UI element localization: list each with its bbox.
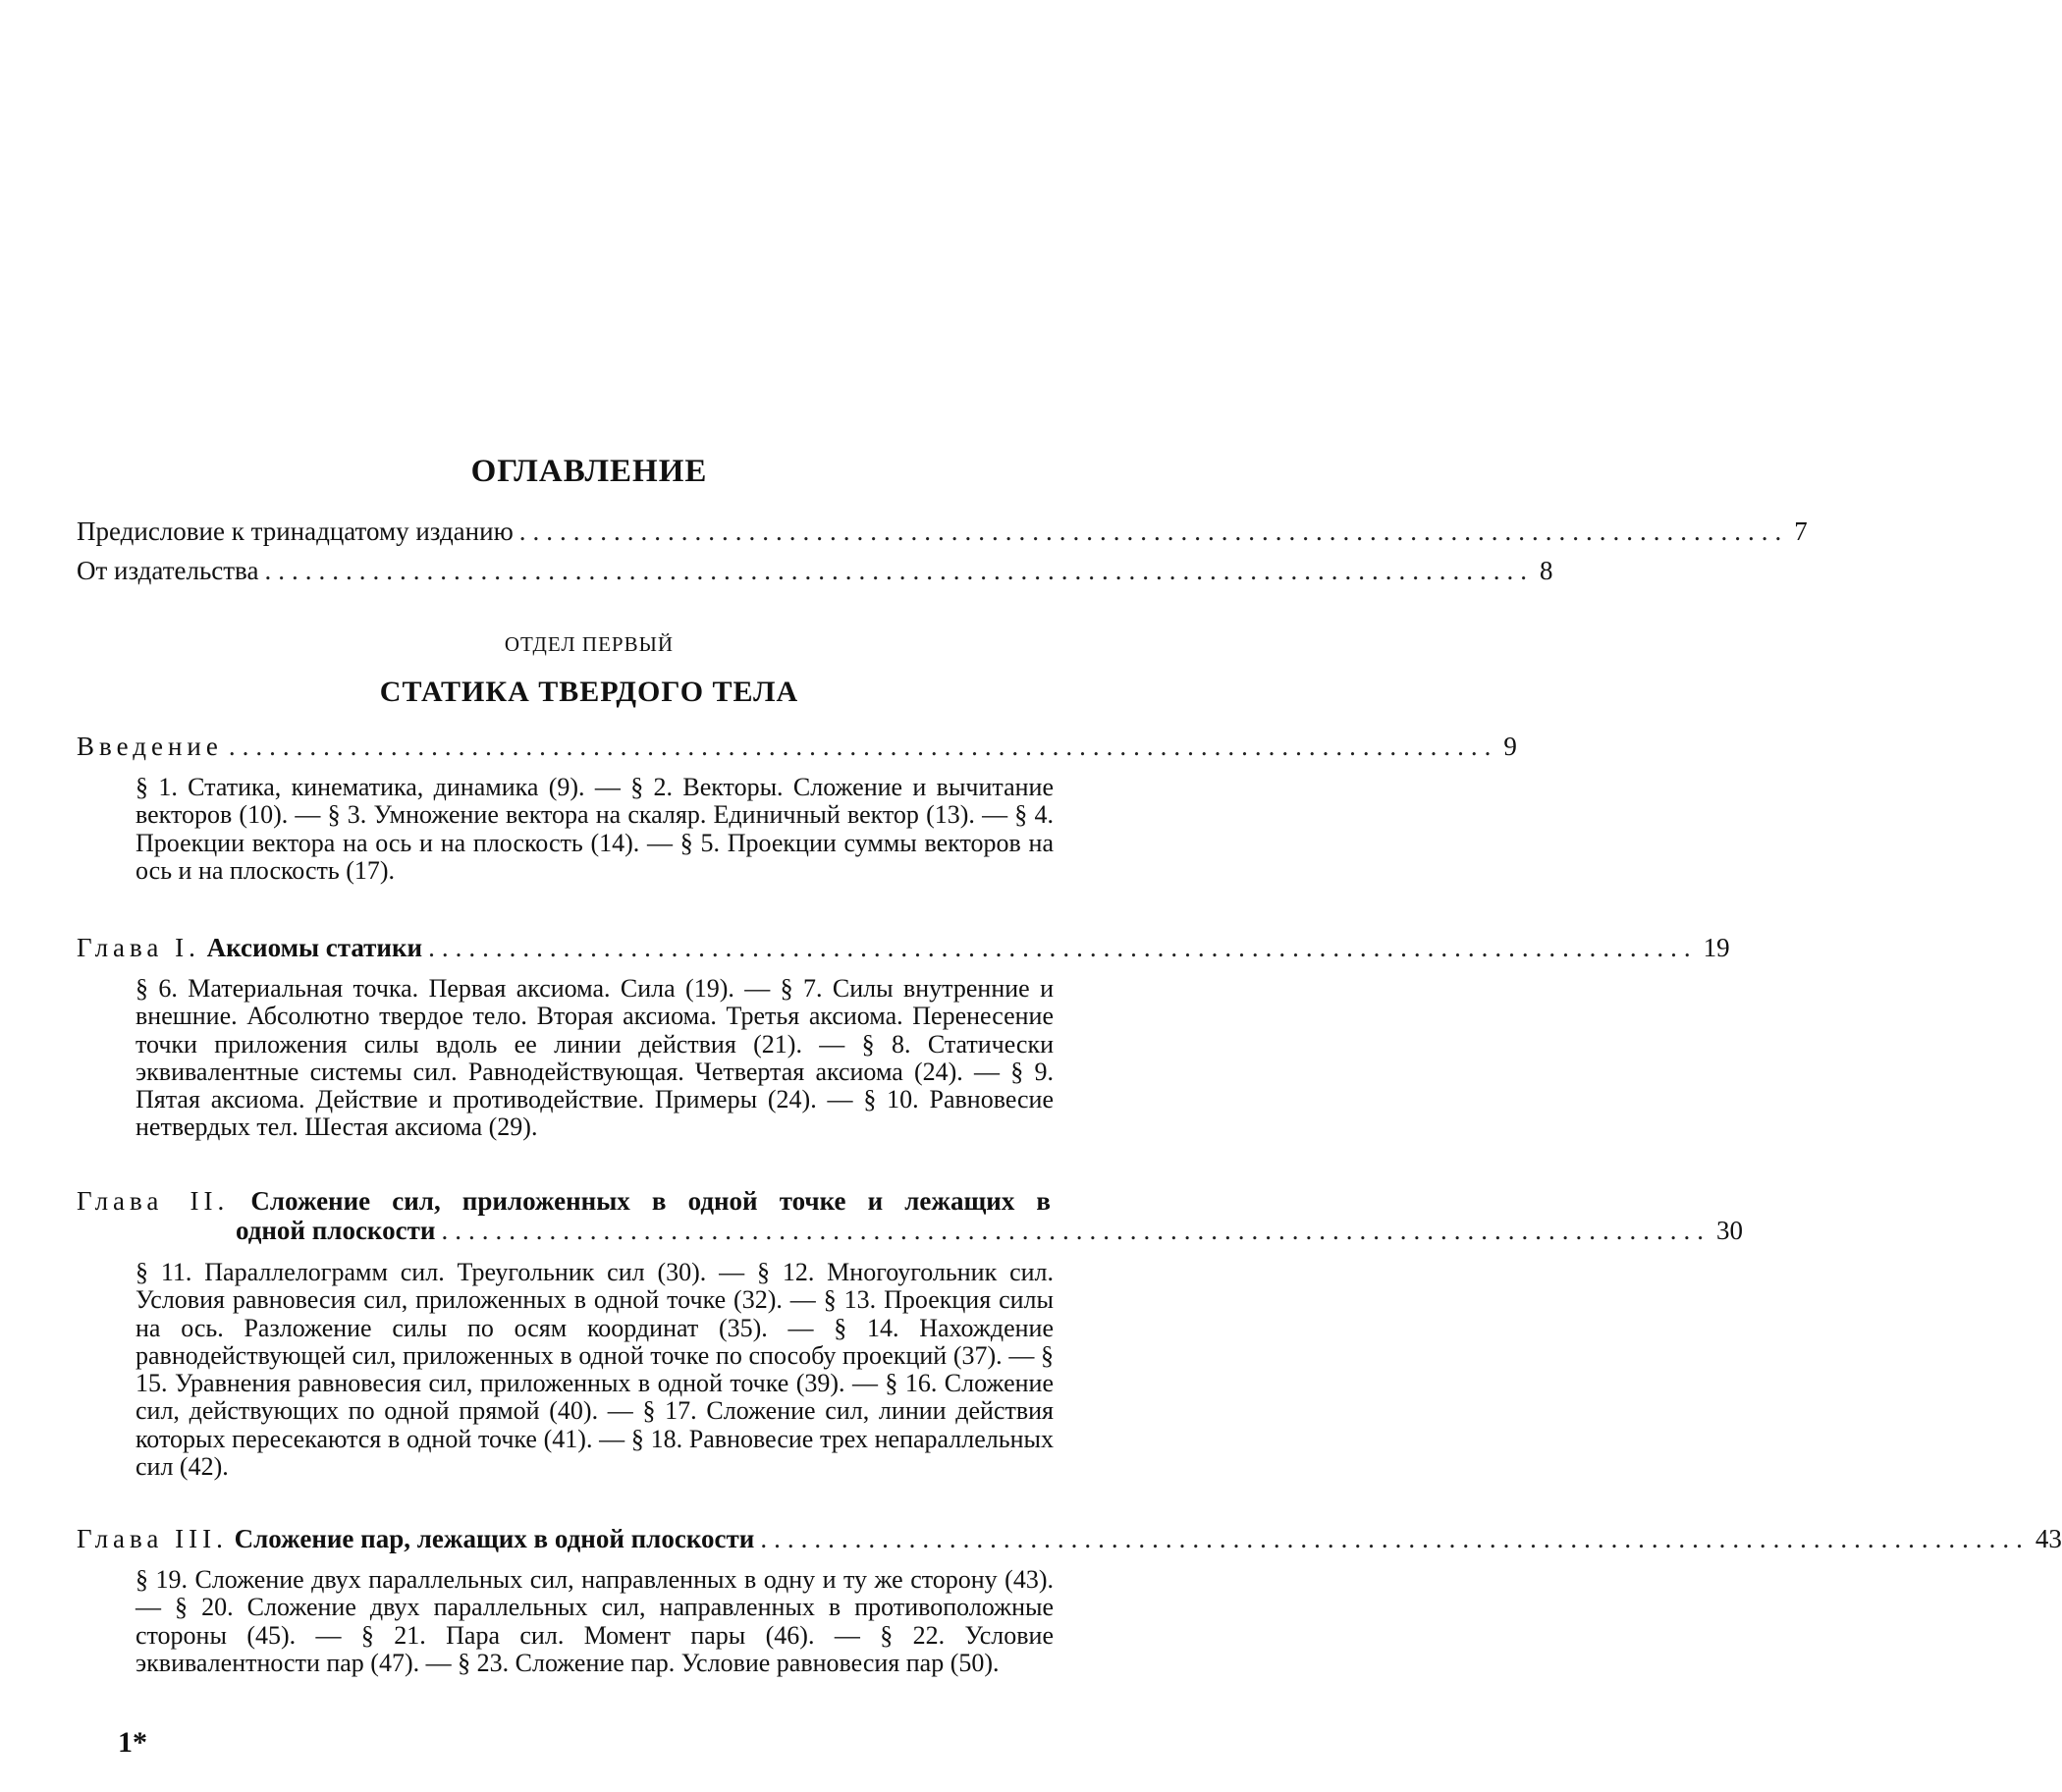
toc-entry-page: 8	[1539, 556, 1553, 585]
chapter-prefix: Глава I.	[77, 933, 200, 962]
chapter-title-line1: Сложение сил, приложенных в одной точке и лежащих в	[250, 1186, 1052, 1216]
leader-dots: ..............................................................................................	[228, 732, 1498, 761]
leader-dots: ..............................................................................................	[441, 1216, 1710, 1245]
section-title: СТАТИКА ТВЕРДОГО ТЕЛА	[379, 676, 799, 708]
toc-entry-label: Предисловие к тринадцатому изданию	[77, 516, 514, 546]
chapter-1-description: § 6. Материальная точка. Первая аксиома. Сила (19). — § 7. Силы внутренние и внешние. Абсолютно твердое тело. Вторая аксиома. Третья аксиома. Перенесение точки приложения силы вдоль ее линии действия (21). — § 8. Статически эквивалентные системы сил. Равнодействующая. Четвертая аксиома (24). — § 9. Пятая аксиома. Действие и противодействие. Примеры (24). — § 10. Равновесие нетвердых тел. Шестая аксиома (29).	[136, 974, 1054, 1142]
toc-entry-label: От издательства	[77, 556, 259, 585]
toc-entry-page: 9	[1503, 732, 1517, 761]
toc-entry-intro[interactable]	[77, 732, 1517, 761]
signature-mark: 1*	[118, 1726, 147, 1759]
leader-dots: ..............................................................................................	[428, 933, 1698, 962]
toc-entry-chapter-3[interactable]	[77, 1524, 2062, 1553]
leader-dots: ..............................................................................................	[518, 516, 1789, 546]
toc-entry-chapter-2[interactable]	[77, 1186, 1743, 1245]
section-subtitle: ОТДЕЛ ПЕРВЫЙ	[504, 632, 675, 656]
toc-entry-page: 7	[1794, 516, 1808, 546]
toc-entry-preface[interactable]	[77, 516, 1808, 546]
leader-dots: ..............................................................................................	[264, 556, 1534, 585]
chapter-2-description: § 11. Параллелограмм сил. Треугольник сил (30). — § 12. Многоугольник сил. Условия равновесия сил, приложенных в одной точке (32). — § 13. Проекция силы на ось. Разложение силы по осям координат (35). — § 14. Нахождение равнодействующей сил, приложенных в одной точке по способу проекций (37). — § 15. Уравнения равновесия сил, приложенных в одной точке (39). — § 16. Сложение сил, действующих по одной прямой (40). — § 17. Сложение сил, линии действия которых пересекаются в одной точке (41). — § 18. Равновесие трех непараллельных сил (42).	[136, 1258, 1054, 1482]
toc-entry-publisher[interactable]	[77, 556, 1553, 585]
toc-entry-page: 43	[2035, 1524, 2062, 1553]
intro-description: § 1. Статика, кинематика, динамика (9). — § 2. Векторы. Сложение и вычитание векторов (10). — § 3. Умножение вектора на скаляр. Единичный вектор (13). — § 4. Проекции вектора на ось и на плоскость (14). — § 5. Проекции суммы векторов на ось и на плоскость (17).	[136, 773, 1054, 885]
chapter-title: Сложение пар, лежащих в одной плоскости	[234, 1524, 755, 1553]
chapter-title: Аксиомы статики	[206, 933, 423, 962]
leader-dots: ..............................................................................................	[760, 1524, 2030, 1553]
toc-entry-page: 19	[1703, 933, 1730, 962]
chapter-prefix: Глава II.	[77, 1186, 230, 1216]
toc-entry-chapter-1[interactable]	[77, 933, 1730, 962]
toc-entry-label: Введение	[77, 732, 223, 761]
toc-entry-page: 30	[1715, 1216, 1743, 1245]
chapter-title-line2: одной плоскости	[236, 1216, 436, 1245]
chapter-3-description: § 19. Сложение двух параллельных сил, направленных в одну и ту же сторону (43). — § 20. Сложение двух параллельных сил, направленных в противоположные стороны (45). — § 21. Пара сил. Момент пары (46). — § 22. Условие эквивалентности пар (47). — § 23. Сложение пар. Условие равновесия пар (50).	[136, 1565, 1054, 1677]
page-title: ОГЛАВЛЕНИЕ	[470, 454, 708, 489]
chapter-prefix: Глава III.	[77, 1524, 228, 1553]
